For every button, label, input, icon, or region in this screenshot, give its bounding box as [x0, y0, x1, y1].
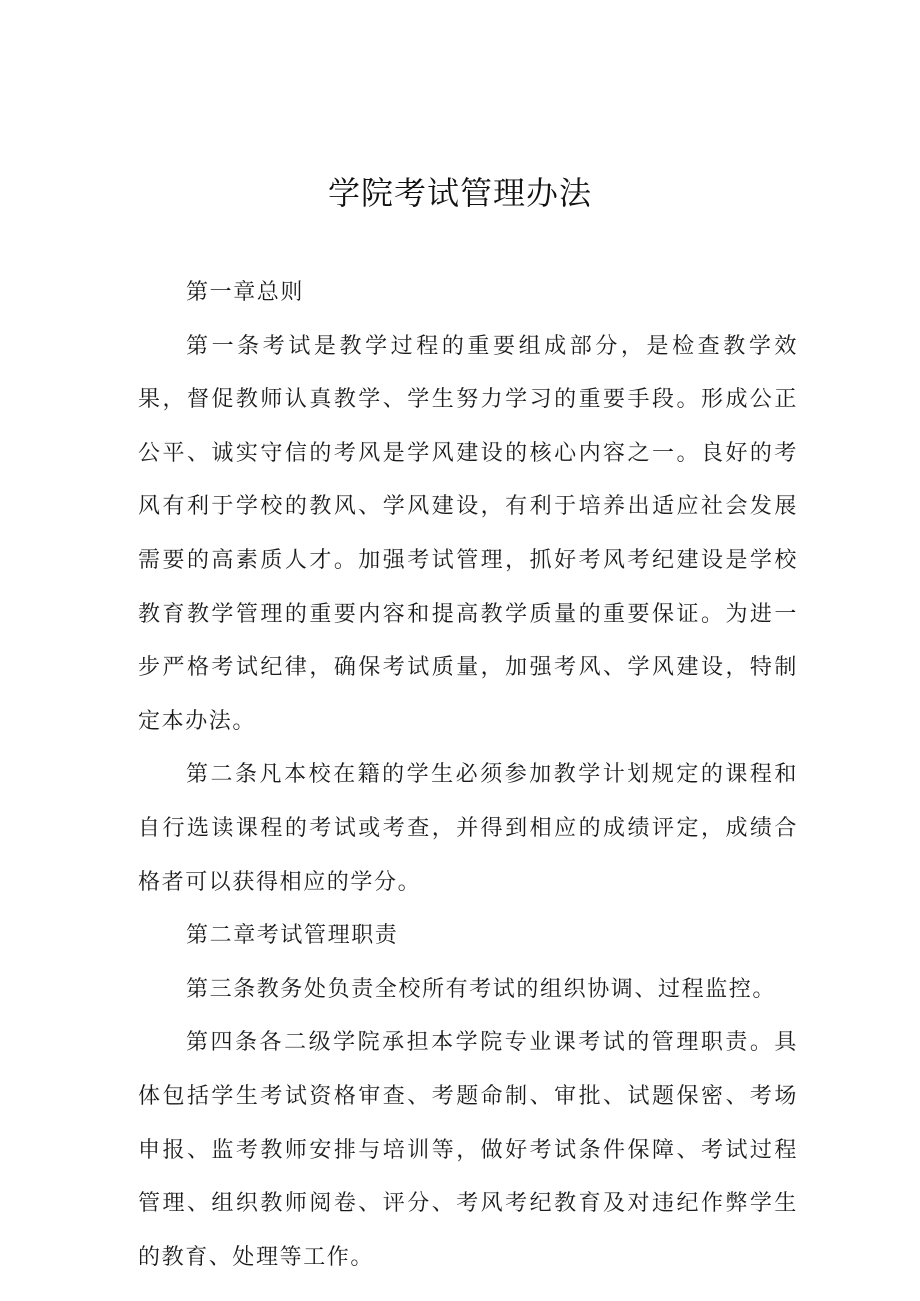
document-title: 学院考试管理办法	[327, 174, 592, 212]
article-1-paragraph: 第一条考试是教学过程的重要组成部分，是检查教学效果，督促教师认真教学、学生努力学习的重要手段。形成公正公平、诚实守信的考风是学风建设的核心内容之一。良好的考风有利于学校的教风、学风建设，有利于培养出适应社会发展需要的高素质人才。加强考试管理，抓好考风考纪建设是学校教育教学管理的重要内容和提高教学质量的重要保证。为进一步严格考试纪律，确保考试质量，加强考风、学风建设，特制定本办法。	[138, 333, 798, 734]
chapter-heading-responsibilities: 第二章考试管理职责	[186, 923, 399, 949]
article-3-paragraph: 第三条教务处负责全校所有考试的组织协调、过程监控。	[186, 976, 777, 1002]
article-4-paragraph: 第四条各二级学院承担本学院专业课考试的管理职责。具体包括学生考试资格审查、考题命制、审批、试题保密、考场申报、监考教师安排与培训等，做好考试条件保障、考试过程管理、组织教师阅卷、评分、考风考纪教育及对违纪作弊学生的教育、处理等工作。	[138, 1030, 798, 1270]
article-2-paragraph: 第二条凡本校在籍的学生必须参加教学计划规定的课程和自行选读课程的考试或考查，并得到相应的成绩评定，成绩合格者可以获得相应的学分。	[138, 762, 798, 895]
chapter-heading-general: 第一章总则	[186, 280, 305, 305]
document-body	[138, 266, 798, 1284]
